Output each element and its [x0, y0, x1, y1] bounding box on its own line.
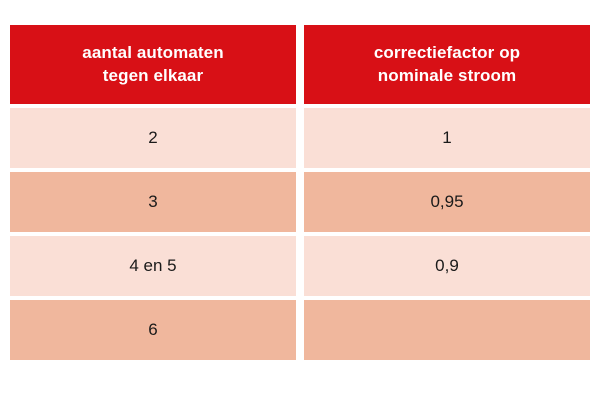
header-cell-aantal-automaten [10, 25, 296, 104]
table-header-row [10, 25, 590, 104]
header-line-2: nominale stroom [377, 65, 517, 85]
table-row [10, 172, 590, 232]
header-line-1: correctiefactor op [373, 43, 521, 63]
header-line-2: tegen elkaar [102, 65, 204, 85]
table-row [10, 108, 590, 168]
column-gap [296, 172, 304, 232]
cell-aantal-automaten: 6 [10, 300, 296, 360]
table-row [10, 300, 590, 360]
correction-factor-table-container [10, 25, 590, 360]
column-gap [296, 300, 304, 360]
cell-aantal-automaten: 4 en 5 [10, 236, 296, 296]
cell-aantal-automaten: 2 [10, 108, 296, 168]
column-gap [296, 25, 304, 104]
correction-factor-table [10, 25, 590, 360]
cell-correctiefactor: 0,95 [304, 172, 590, 232]
table-row [10, 236, 590, 296]
column-gap [296, 236, 304, 296]
cell-aantal-automaten: 3 [10, 172, 296, 232]
cell-correctiefactor [304, 300, 590, 360]
cell-correctiefactor: 0,9 [304, 236, 590, 296]
header-cell-correctiefactor [304, 25, 590, 104]
header-line-1: aantal automaten [82, 43, 224, 63]
cell-correctiefactor: 1 [304, 108, 590, 168]
column-gap [296, 108, 304, 168]
